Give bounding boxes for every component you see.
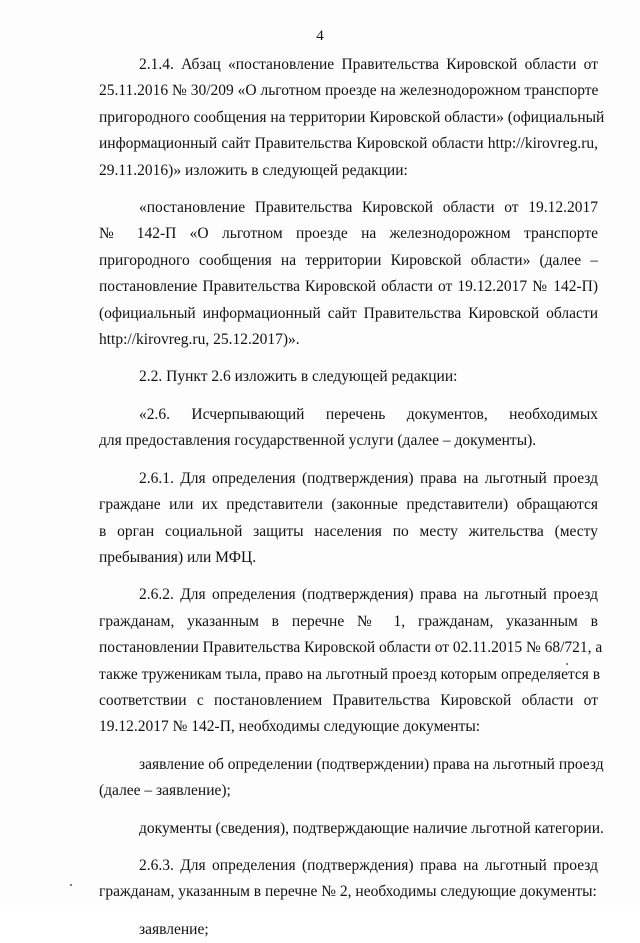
paragraph-gap: [99, 391, 598, 402]
text-line: пребывания) или МФЦ.: [99, 548, 257, 566]
paragraph-gap: [99, 571, 598, 582]
text-line: 2.2. Пункт 2.6 изложить в следующей редакции:: [139, 368, 458, 386]
text-line: 19.12.2017 № 142-П, необходимы следующие документы:: [99, 718, 481, 736]
text-line: документы (сведения), подтверждающие наличие льготной категории.: [139, 819, 604, 837]
paragraph-new-wording: [99, 195, 598, 353]
paragraph-gap: [99, 184, 598, 195]
text-line: 25.11.2016 № 30/209 «О льготном проезде на железнодорожном транспорте: [99, 82, 599, 100]
text-line: граждане или их представители (законные представители) обращаются: [99, 496, 598, 514]
text-line: http://kirovreg.ru, 25.12.2017)».: [99, 331, 300, 349]
paragraph-2-6-2: [99, 582, 603, 740]
paragraph-2-6-3: [99, 853, 598, 906]
text-line: заявление;: [139, 920, 209, 938]
paragraph-2-6-1: [99, 466, 598, 572]
text-line: 2.6.2. Для определения (подтверждения) права на льготный проезд: [139, 586, 598, 604]
paragraph-application-2: [99, 917, 598, 943]
text-line: постановление Правительства Кировской области от 19.12.2017 № 142-П): [99, 278, 598, 296]
text-line: в орган социальной защиты населения по месту жительства (месту: [99, 522, 598, 540]
text-line: 2.6.3. Для определения (подтверждения) права на льготный проезд: [139, 856, 598, 874]
text-line: также труженикам тыла, право на льготный проезд которым определяется в: [99, 665, 601, 683]
text-line: пригородного сообщения на территории Кировской области» (далее –: [99, 251, 598, 269]
paragraph-2-6: [99, 402, 598, 455]
text-line: (официальный информационный сайт Правительства Кировской области: [99, 304, 598, 322]
text-line: (далее – заявление);: [99, 782, 231, 800]
paragraph-2-1-4: [99, 52, 605, 184]
paragraph-documents: [99, 816, 604, 842]
text-line: заявление об определении (подтверждении) права на льготный проезд: [139, 755, 604, 773]
text-line: 2.1.4. Абзац «постановление Правительства Кировской области от: [139, 56, 598, 73]
text-line: 29.11.2016)» изложить в следующей редакции:: [99, 161, 408, 179]
paragraph-2-2: [99, 364, 598, 390]
text-line: соответствии с постановлением Правительства Кировской области от: [99, 691, 598, 709]
text-line: гражданам, указанным в перечне № 2, необходимы следующие документы:: [99, 883, 597, 901]
scan-speck: [70, 884, 72, 886]
paragraph-gap: [99, 842, 598, 853]
text-line: постановлении Правительства Кировской области от 02.11.2015 № 68/721, а: [99, 639, 603, 657]
text-line: № 142-П «О льготном проезде на железнодорожном транспорте: [99, 225, 598, 243]
paragraph-gap: [99, 906, 598, 917]
text-line: пригородного сообщения на территории Кировской области» (официальный: [99, 108, 605, 126]
page-number: 4: [316, 28, 324, 44]
text-line: «2.6. Исчерпывающий перечень документов, необходимых: [139, 405, 598, 423]
paragraph-gap: [99, 741, 598, 752]
paragraph-gap: [99, 455, 598, 466]
scan-speck: [566, 663, 568, 665]
document-body: [99, 52, 605, 943]
text-line: гражданам, указанным в перечне № 1, гражданам, указанным в: [99, 612, 598, 630]
paragraph-application: [99, 752, 604, 805]
paragraph-gap: [99, 805, 598, 816]
text-line: для предоставления государственной услуги (далее – документы).: [99, 432, 537, 450]
paragraph-gap: [99, 353, 598, 364]
text-line: «постановление Правительства Кировской области от 19.12.2017: [139, 199, 598, 217]
text-line: 2.6.1. Для определения (подтверждения) права на льготный проезд: [139, 469, 598, 487]
text-line: информационный сайт Правительства Кировской области http://kirovreg.ru,: [99, 135, 598, 153]
